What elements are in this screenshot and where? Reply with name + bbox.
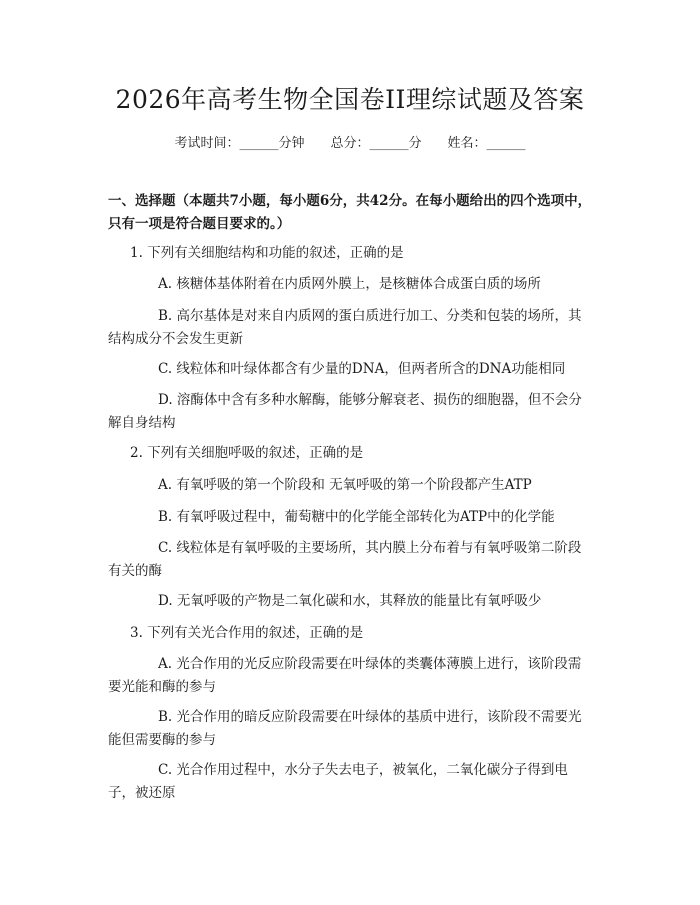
- question-2-stem: 2. 下列有关细胞呼吸的叙述，正确的是: [130, 445, 364, 461]
- question-3-stem: 3. 下列有关光合作用的叙述，正确的是: [130, 625, 364, 641]
- exam-meta: [0, 132, 700, 151]
- question-2-option-a: A. 有氧呼吸的第一个阶段和 无氧呼吸的第一个阶段都产生ATP: [158, 477, 532, 493]
- name-field: 姓名：______: [447, 136, 526, 151]
- question-2-option-d: D. 无氧呼吸的产物是二氧化碳和水，其释放的能量比有氧呼吸少: [158, 593, 542, 609]
- question-1-option-c: C. 线粒体和叶绿体都含有少量的DNA，但两者所含的DNA功能相同: [158, 361, 566, 377]
- question-1-option-a: A. 核糖体基体附着在内质网外膜上，是核糖体合成蛋白质的场所: [158, 276, 541, 292]
- exam-time-field: 考试时间：______分钟: [174, 136, 305, 151]
- question-3-option-a: A. 光合作用的光反应阶段需要在叶绿体的类囊体薄膜上进行，该阶段需要光能和酶的参与: [108, 656, 582, 695]
- question-1-option-b: B. 高尔基体是对来自内质网的蛋白质进行加工、分类和包装的场所，其结构成分不会发生更新: [108, 308, 582, 347]
- question-1-option-d: D. 溶酶体中含有多种水解酶，能够分解衰老、损伤的细胞器，但不会分解自身结构: [108, 392, 582, 431]
- question-3-option-b: B. 光合作用的暗反应阶段需要在叶绿体的基质中进行，该阶段不需要光能但需要酶的参与: [108, 709, 582, 748]
- question-2-option-c: C. 线粒体是有氧呼吸的主要场所，其内膜上分布着与有氧呼吸第二阶段有关的酶: [108, 540, 582, 579]
- section-heading: 一、选择题（本题共7小题，每小题6分，共42分。在每小题给出的四个选项中，只有一项是符合题目要求的。）: [108, 193, 592, 232]
- question-2-option-b: B. 有氧呼吸过程中，葡萄糖中的化学能全部转化为ATP中的化学能: [158, 509, 555, 525]
- page-title: 2026年高考生物全国卷II理综试题及答案: [115, 85, 585, 114]
- total-score-field: 总分：______分: [330, 136, 422, 151]
- question-3-option-c: C. 光合作用过程中，水分子失去电子，被氧化，二氧化碳分子得到电子，被还原: [108, 762, 568, 801]
- question-1-stem: 1. 下列有关细胞结构和功能的叙述，正确的是: [130, 245, 404, 261]
